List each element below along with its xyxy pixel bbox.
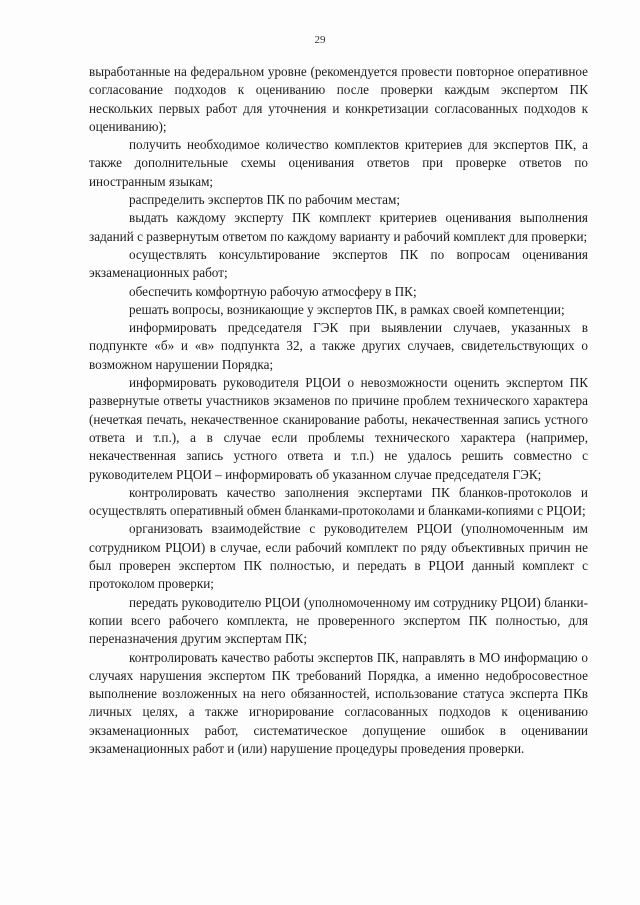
paragraph: решать вопросы, возникающие у экспертов ПК, в рамках своей компетенции; xyxy=(129,301,565,317)
page-number: 29 xyxy=(314,34,326,46)
paragraph: контролировать качество заполнения экспертами ПК бланков-протоколов и осуществлять оперативный обмен бланками-протоколами и бланками-копиями с РЦОИ; xyxy=(89,484,588,519)
paragraph: распределить экспертов ПК по рабочим местам; xyxy=(129,192,401,208)
paragraph: получить необходимое количество комплектов критериев для экспертов ПК, а также дополнительные схемы оценивания ответов при проверке ответов по иностранным языкам; xyxy=(89,137,588,189)
page-body xyxy=(89,63,588,758)
paragraph: выдать каждому эксперту ПК комплект критериев оценивания выполнения заданий с развернутым ответом по каждому варианту и рабочий комплект для проверки; xyxy=(89,210,588,244)
paragraph: обеспечить комфортную рабочую атмосферу в ПК; xyxy=(129,283,417,299)
paragraph: передать руководителю РЦОИ (уполномоченному им сотруднику РЦОИ) бланки-копии всего рабочего комплекта, не проверенного экспертом ПК полностью, для переназначения другим экспертам ПК; xyxy=(89,594,588,647)
paragraph: осуществлять консультирование экспертов ПК по вопросам оценивания экзаменационных работ; xyxy=(89,246,588,281)
paragraph: информировать председателя ГЭК при выявлении случаев, указанных в подпункте «б» и «в» подпункта 32, а также других случаев, свидетельствующих о возможном нарушении Порядка; xyxy=(89,320,588,372)
paragraph: информировать руководителя РЦОИ о невозможности оценить экспертом ПК развернутые ответы участников экзаменов по причине проблем технического характера (нечеткая печать, некачественное сканирование работы, некачественная запись устного ответа и т.п.), а в случае если проблемы технического характера (например, некачественная запись устного ответа и т.п.) не удалось решить совместно с руководителем РЦОИ – информировать об указанном случае председателя ГЭК; xyxy=(89,375,588,482)
paragraph: организовать взаимодействие с руководителем РЦОИ (уполномоченным им сотрудником РЦОИ) в случае, если рабочий комплект по ряду объективных причин не был проверен экспертом ПК полностью, и передать в РЦОИ данный комплект с протоколом проверки; xyxy=(89,521,588,592)
paragraph: выработанные на федеральном уровне (рекомендуется провести повторное оперативное согласование подходов к оцениванию после проверки каждым экспертом ПК нескольких первых работ для уточнения и конкретизации согласованных подходов к оцениванию); xyxy=(89,64,588,134)
paragraph: контролировать качество работы экспертов ПК, направлять в МО информацию о случаях нарушения экспертом ПК требований Порядка, а именно недобросовестное выполнение возложенных на него обязанностей, использование статуса эксперта ПКв личных целях, а также игнорирование согласованных подходов к оцениванию экзаменационных работ, систематическое допущение ошибок в оценивании экзаменационных работ и (или) нарушение процедуры проведения проверки. xyxy=(89,649,588,756)
